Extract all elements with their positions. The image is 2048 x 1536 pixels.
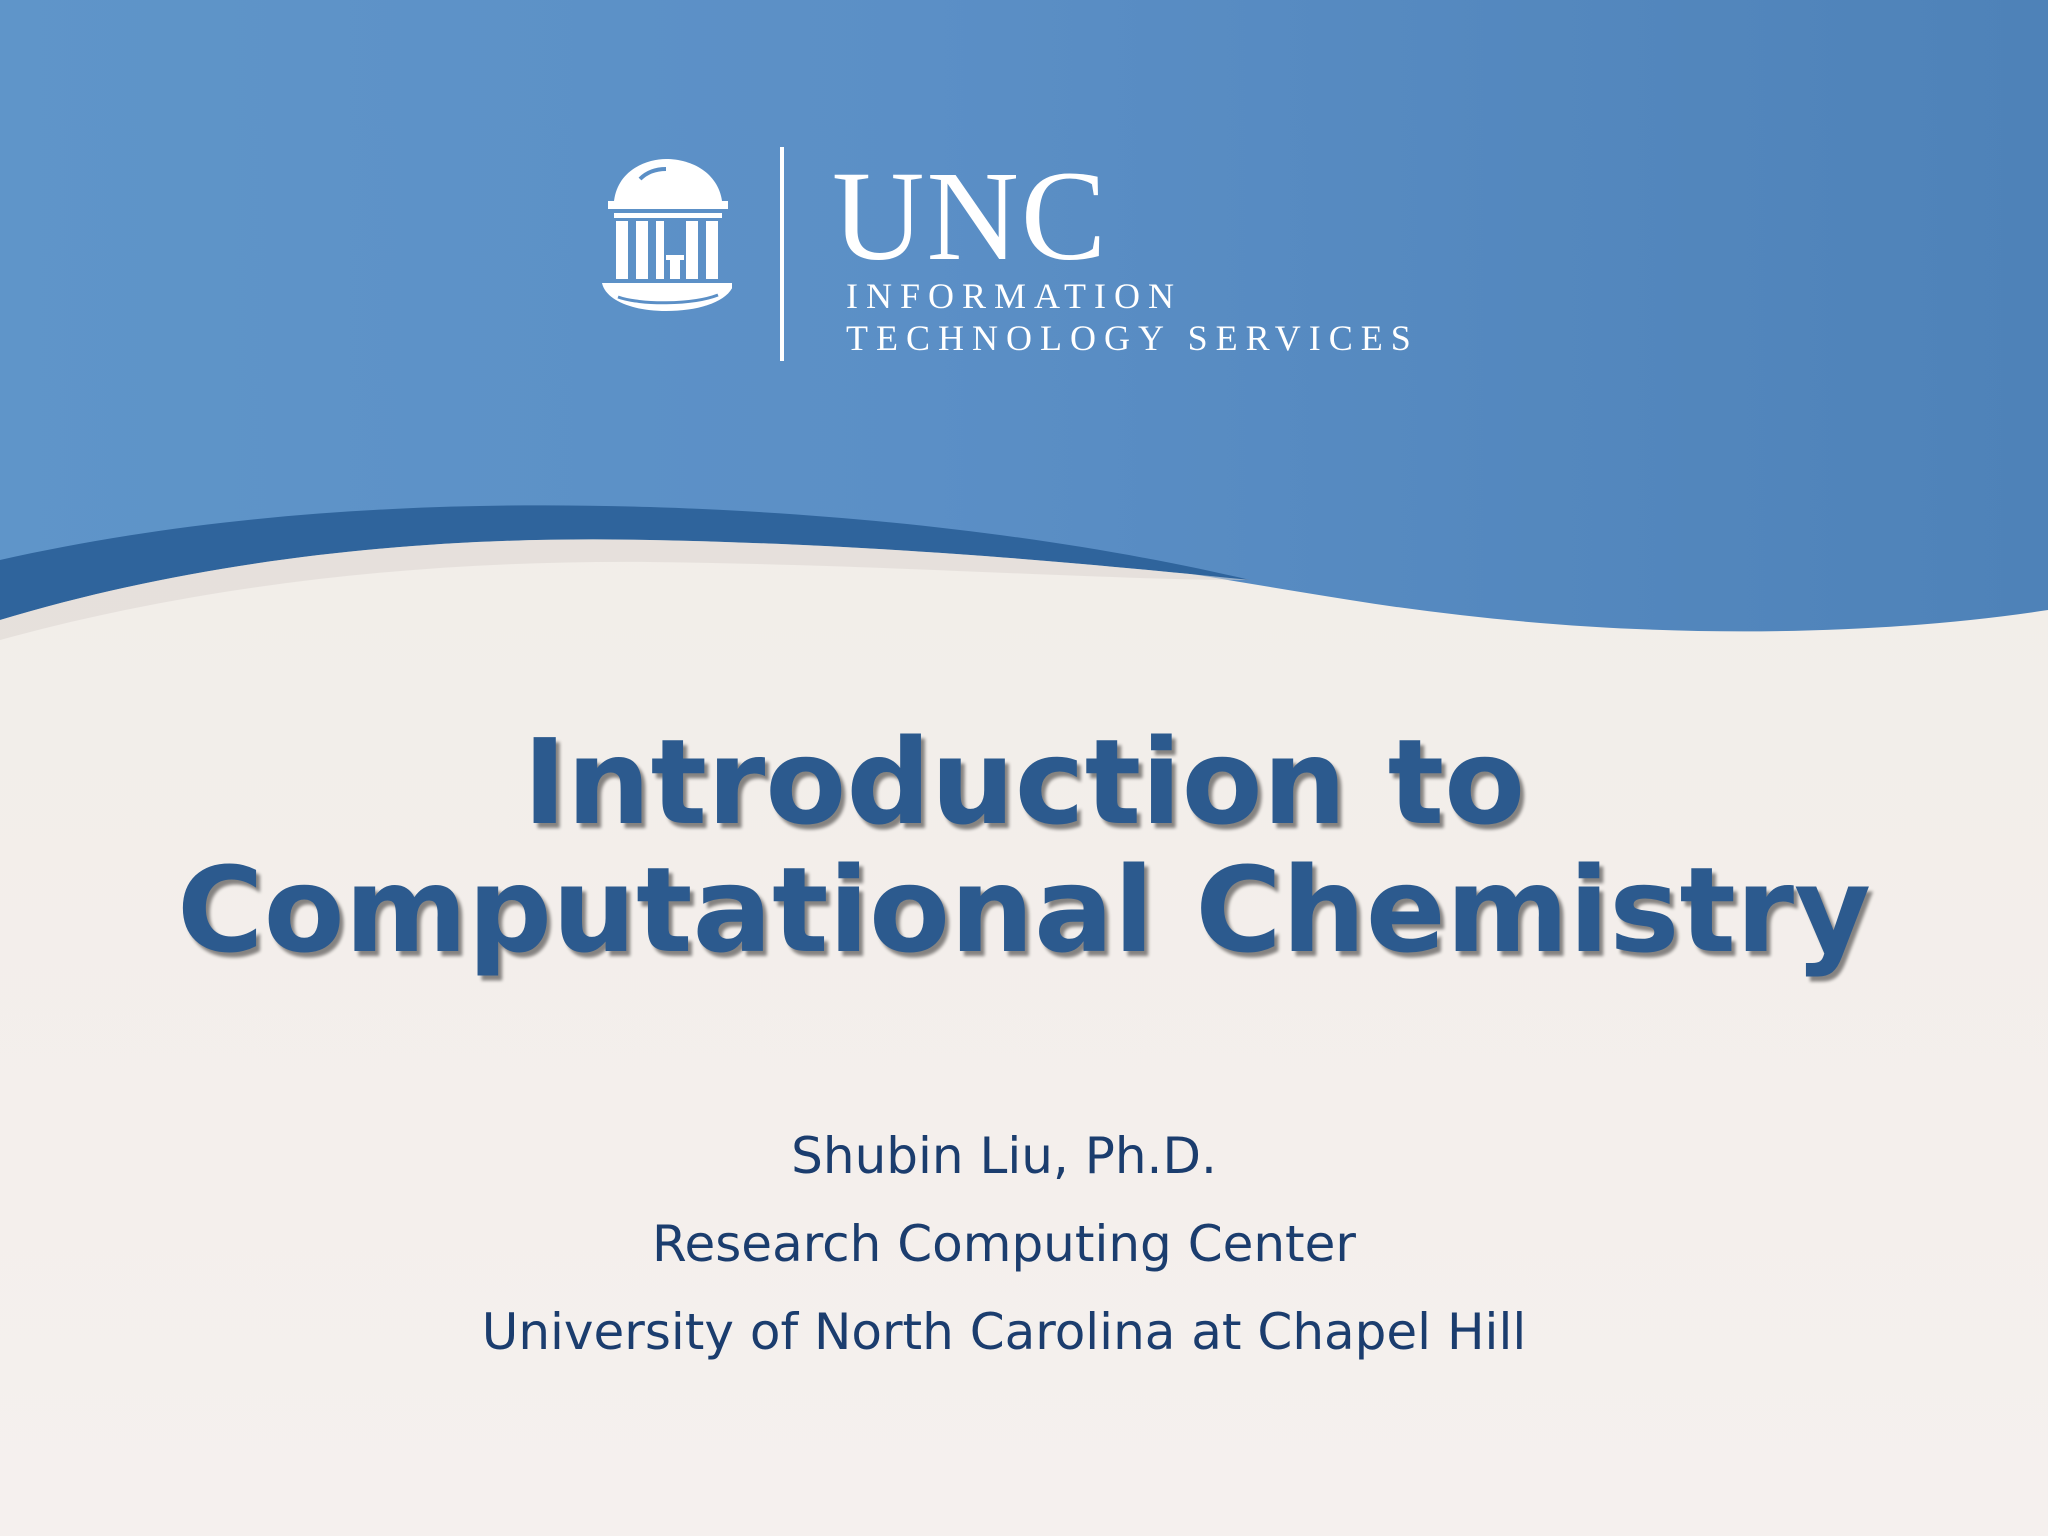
- author-center: Research Computing Center: [652, 1215, 1356, 1273]
- logo-subtitle-line1: INFORMATION: [846, 276, 1183, 316]
- unc-its-logo: [600, 140, 1500, 370]
- slide-title: [0, 713, 2048, 979]
- author-name: Shubin Liu, Ph.D.: [791, 1127, 1217, 1185]
- old-well-icon: [600, 155, 732, 315]
- author-university: University of North Carolina at Chapel Hill: [481, 1303, 1527, 1361]
- title-line-1: Introduction to: [522, 713, 1526, 851]
- title-line-2: Computational Chemistry: [176, 841, 1871, 979]
- logo-divider: [780, 147, 784, 361]
- author-block: [0, 1112, 2008, 1376]
- logo-subtitle-line2: TECHNOLOGY SERVICES: [846, 318, 1419, 358]
- logo-wordmark: UNC: [832, 145, 1109, 287]
